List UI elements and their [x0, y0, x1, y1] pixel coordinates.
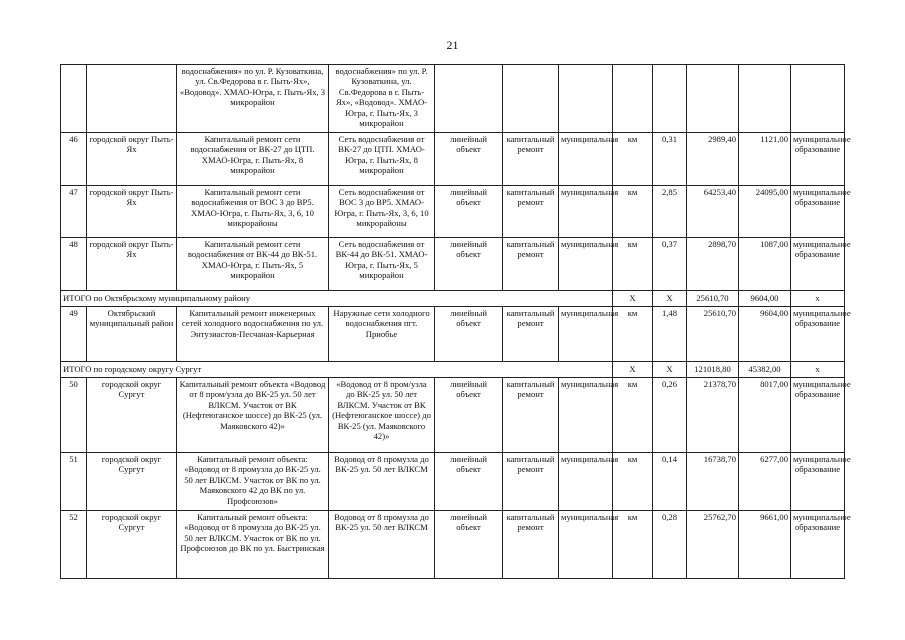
work-name-cell: Капитальный ремонт объекта: «Водовод от 8 промузла до ВК-25 ул. 50 лет ВЛКСМ. Участок от ВК по ул. Маяковского 42 до ВК по ул. Профсоюзов» [177, 453, 329, 511]
total-row [61, 291, 845, 307]
cost-cell [687, 65, 739, 133]
row-number-cell: 52 [61, 511, 87, 579]
municipality-cell: городской округ Сургут [87, 378, 177, 453]
total-x-cell: X [613, 291, 653, 307]
work-name-cell: Капитальный ремонт сети водоснабжения от ВОС 3 до ВР5. ХМАО-Югра, г. Пыть-Ях, 3, 6, 10 микрорайоны [177, 186, 329, 238]
total-x-cell: X [653, 291, 687, 307]
financing-cell: муниципальное образование [791, 238, 845, 291]
page-number: 21 [446, 38, 459, 52]
object-type-cell: линейный объект [435, 511, 503, 579]
cost-cell: 21378,70 [687, 378, 739, 453]
object-name-cell: Сеть водоснабжения от ВК-27 до ЦТП. ХМАО-Югра, г. Пыть-Ях, 8 микрорайон [329, 133, 435, 186]
cost2-cell: 8017,00 [739, 378, 791, 453]
unit-cell: км [613, 511, 653, 579]
work-name-cell: Капитальный ремонт инженерных сетей холодного водоснабжения по ул. Энтузиастов-Песчаная-Карьерная [177, 307, 329, 362]
total-cost2-cell: 45382,00 [739, 362, 791, 378]
municipality-cell: городской округ Пыть-Ях [87, 238, 177, 291]
work-kind-cell: капитальный ремонт [503, 511, 559, 579]
object-name-cell: водоснабжения» по ул. Р. Кузоваткина, ул. Св.Федорова в г. Пыть-Ях», «Водовод». ХМАО-Югра, г. Пыть-Ях, 3 микрорайон [329, 65, 435, 133]
ownership-cell: муниципальная [559, 511, 613, 579]
quantity-cell: 0,31 [653, 133, 687, 186]
object-type-cell: линейный объект [435, 238, 503, 291]
cost2-cell: 1121,00 [739, 133, 791, 186]
cost-cell: 64253,40 [687, 186, 739, 238]
table-row [61, 238, 845, 291]
cost2-cell [739, 65, 791, 133]
total-cost2-cell: 9604,00 [739, 291, 791, 307]
municipality-cell [87, 65, 177, 133]
ownership-cell [559, 65, 613, 133]
work-name-cell: Капитальный ремонт объекта: «Водовод от 8 промузла до ВК-25 ул. 50 лет ВЛКСМ. Участок от ВК по ул. Профсоюзов до ВК по ул. Быстринская [177, 511, 329, 579]
work-kind-cell: капитальный ремонт [503, 186, 559, 238]
cost-cell: 2898,70 [687, 238, 739, 291]
work-kind-cell: капитальный ремонт [503, 133, 559, 186]
work-name-cell: Капитальный ремонт объекта «Водовод от 8 пром/узла до ВК-25 ул. 50 лет ВЛКСМ. Участок от ВК (Нефтеюганское шоссе) до ВК-25 (ул. Маяковского 42)» [177, 378, 329, 453]
object-type-cell: линейный объект [435, 186, 503, 238]
total-label: ИТОГО по Октябрьскому муниципальному району [61, 291, 613, 307]
unit-cell: км [613, 307, 653, 362]
total-fin-cell: x [791, 291, 845, 307]
financing-cell: муниципальное образование [791, 378, 845, 453]
unit-cell: км [613, 186, 653, 238]
quantity-cell: 2,85 [653, 186, 687, 238]
municipality-cell: городской округ Сургут [87, 511, 177, 579]
municipality-cell: городской округ Сургут [87, 453, 177, 511]
object-type-cell: линейный объект [435, 378, 503, 453]
table-row [61, 65, 845, 133]
cost2-cell: 9604,00 [739, 307, 791, 362]
table-row [61, 133, 845, 186]
table-row [61, 307, 845, 362]
row-number-cell: 51 [61, 453, 87, 511]
financing-cell: муниципальное образование [791, 307, 845, 362]
quantity-cell: 0,37 [653, 238, 687, 291]
quantity-cell: 0,26 [653, 378, 687, 453]
cost2-cell: 1087,00 [739, 238, 791, 291]
object-name-cell: «Водовод от 8 пром/узла до ВК-25 ул. 50 лет ВЛКСМ. Участок от ВК (Нефтеюганское шоссе) до ВК-25 (ул. Маяковского 42)» [329, 378, 435, 453]
work-kind-cell: капитальный ремонт [503, 238, 559, 291]
financing-cell [791, 65, 845, 133]
row-number-cell [61, 65, 87, 133]
row-number-cell: 46 [61, 133, 87, 186]
row-number-cell: 49 [61, 307, 87, 362]
total-label: ИТОГО по городскому округу Сургут [61, 362, 613, 378]
ownership-cell: муниципальная [559, 453, 613, 511]
object-name-cell: Водовод от 8 промузла до ВК-25 ул. 50 лет ВЛКСМ [329, 453, 435, 511]
cost-cell: 2989,40 [687, 133, 739, 186]
unit-cell: км [613, 238, 653, 291]
unit-cell: км [613, 378, 653, 453]
quantity-cell: 1,48 [653, 307, 687, 362]
financing-cell: муниципальное образование [791, 453, 845, 511]
total-cost-cell: 121018,80 [687, 362, 739, 378]
object-type-cell: линейный объект [435, 307, 503, 362]
financing-cell: муниципальное образование [791, 511, 845, 579]
quantity-cell [653, 65, 687, 133]
total-cost-cell: 25610,70 [687, 291, 739, 307]
quantity-cell: 0,14 [653, 453, 687, 511]
table-row [61, 378, 845, 453]
total-x-cell: X [653, 362, 687, 378]
work-kind-cell: капитальный ремонт [503, 307, 559, 362]
total-x-cell: X [613, 362, 653, 378]
total-row [61, 362, 845, 378]
cost2-cell: 9661,00 [739, 511, 791, 579]
unit-cell [613, 65, 653, 133]
cost-cell: 25762,70 [687, 511, 739, 579]
row-number-cell: 48 [61, 238, 87, 291]
quantity-cell: 0,28 [653, 511, 687, 579]
table-row [61, 453, 845, 511]
object-type-cell: линейный объект [435, 453, 503, 511]
municipality-cell: городской округ Пыть-Ях [87, 133, 177, 186]
ownership-cell: муниципальная [559, 378, 613, 453]
object-type-cell: линейный объект [435, 133, 503, 186]
work-kind-cell: капитальный ремонт [503, 453, 559, 511]
table-row [61, 186, 845, 238]
row-number-cell: 47 [61, 186, 87, 238]
work-name-cell: Капитальный ремонт сети водоснабжения от ВК-27 до ЦТП. ХМАО-Югра, г. Пыть-Ях, 8 микрорайон [177, 133, 329, 186]
ownership-cell: муниципальная [559, 133, 613, 186]
cost-cell: 25610,70 [687, 307, 739, 362]
table-row [61, 511, 845, 579]
object-name-cell: Наружные сети холодного водоснабжения пгт. Приобье [329, 307, 435, 362]
ownership-cell: муниципальная [559, 307, 613, 362]
object-name-cell: Сеть водоснабжения от ВОС 3 до ВР5. ХМАО-Югра, г. Пыть-Ях, 3, 6, 10 микрорайоны [329, 186, 435, 238]
municipality-cell: городской округ Пыть-Ях [87, 186, 177, 238]
object-type-cell [435, 65, 503, 133]
object-name-cell: Сеть водоснабжения от ВК-44 до ВК-51. ХМАО-Югра, г. Пыть-Ях, 5 микрорайон [329, 238, 435, 291]
financing-cell: муниципальное образование [791, 186, 845, 238]
ownership-cell: муниципальная [559, 238, 613, 291]
cost2-cell: 24095,00 [739, 186, 791, 238]
cost-cell: 16738,70 [687, 453, 739, 511]
objects-table [60, 64, 851, 579]
unit-cell: км [613, 133, 653, 186]
work-kind-cell: капитальный ремонт [503, 378, 559, 453]
work-kind-cell [503, 65, 559, 133]
unit-cell: км [613, 453, 653, 511]
ownership-cell: муниципальная [559, 186, 613, 238]
work-name-cell: водоснабжения» по ул. Р. Кузоваткина, ул. Св.Федорова в г. Пыть-Ях», «Водовод». ХМАО-Югра, г. Пыть-Ях, 3 микрорайон [177, 65, 329, 133]
municipality-cell: Октябрьский муниципальный район [87, 307, 177, 362]
cost2-cell: 6277,00 [739, 453, 791, 511]
row-number-cell: 50 [61, 378, 87, 453]
work-name-cell: Капитальный ремонт сети водоснабжения от ВК-44 до ВК-51. ХМАО-Югра, г. Пыть-Ях, 5 микрорайон [177, 238, 329, 291]
financing-cell: муниципальное образование [791, 133, 845, 186]
object-name-cell: Водовод от 8 промузла до ВК-25 ул. 50 лет ВЛКСМ [329, 511, 435, 579]
total-fin-cell: x [791, 362, 845, 378]
